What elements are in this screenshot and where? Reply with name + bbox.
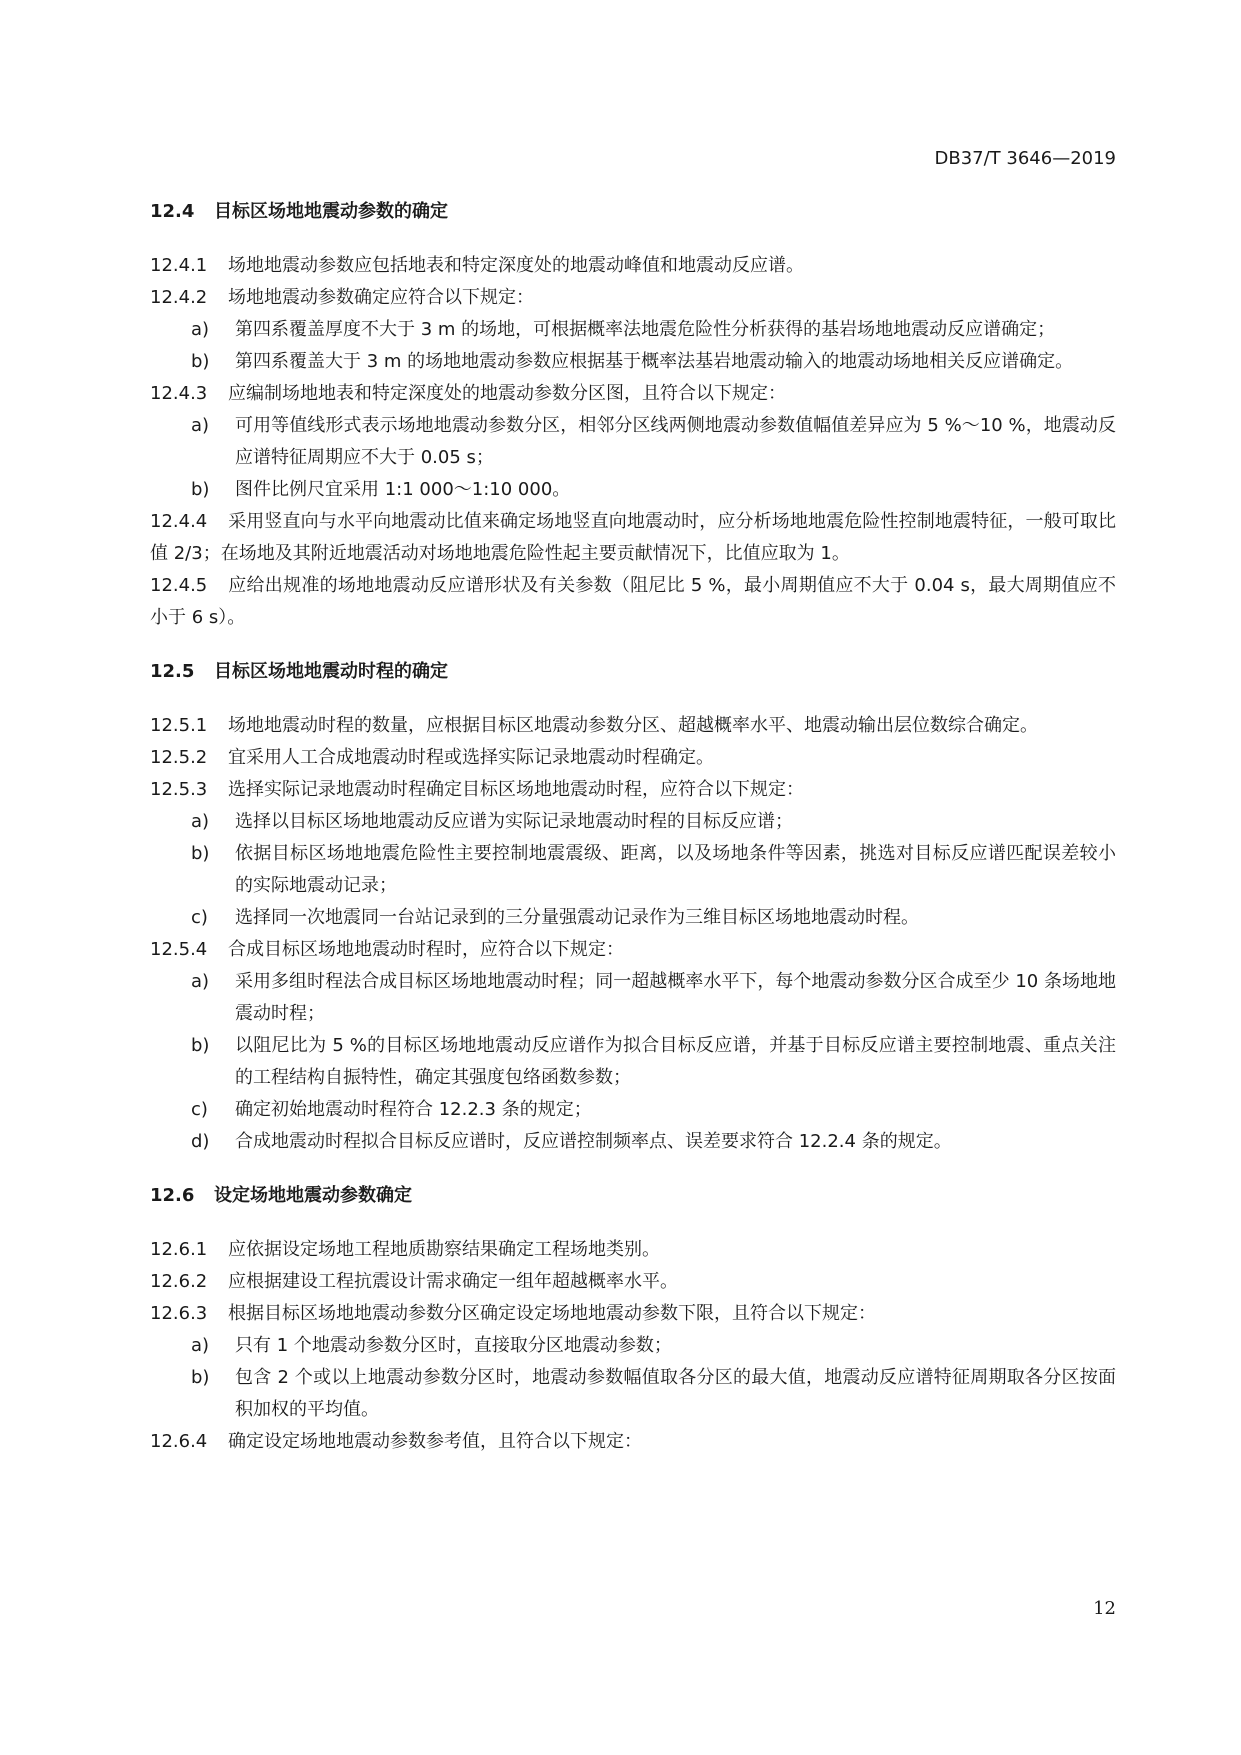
list-item-text: 图件比例尺宜采用 1:1 000～1:10 000。 xyxy=(235,479,571,500)
clause-number: 12.5.4 xyxy=(150,939,208,960)
clause-12-6-4 xyxy=(150,1426,1116,1458)
list-item-text: 第四系覆盖厚度不大于 3 m 的场地，可根据概率法地震危险性分析获得的基岩场地地震动反应谱确定； xyxy=(235,319,1056,340)
list-item xyxy=(150,474,1116,506)
clause-number: 12.5.2 xyxy=(150,747,208,768)
clause-12-6-3 xyxy=(150,1298,1116,1330)
list-item xyxy=(150,346,1116,378)
section-heading-12-6 xyxy=(150,1180,1116,1212)
list-item-text: 采用多组时程法合成目标区场地地震动时程；同一超越概率水平下，每个地震动参数分区合成至少 10 条场地地震动时程； xyxy=(235,971,1116,1024)
list-item xyxy=(150,1030,1116,1094)
list-item-text: 只有 1 个地震动参数分区时，直接取分区地震动参数； xyxy=(235,1335,672,1356)
list-marker: a) xyxy=(191,971,210,992)
clause-text: 根据目标区场地地震动参数分区确定设定场地地震动参数下限，且符合以下规定： xyxy=(228,1303,876,1324)
clause-number: 12.5.3 xyxy=(150,779,208,800)
list-marker: a) xyxy=(191,319,210,340)
list-marker: c) xyxy=(191,907,208,928)
clause-text: 应依据设定场地工程地质勘察结果确定工程场地类别。 xyxy=(228,1239,660,1260)
clause-12-5-3 xyxy=(150,774,1116,806)
list-item-text: 依据目标区场地地震危险性主要控制地震震级、距离，以及场地条件等因素，挑选对目标反应谱匹配误差较小的实际地震动记录； xyxy=(235,843,1116,896)
page-content xyxy=(150,196,1116,1458)
clause-number: 12.6.3 xyxy=(150,1303,208,1324)
clause-number: 12.4.4 xyxy=(150,511,208,532)
clause-12-4-2 xyxy=(150,282,1116,314)
clause-number: 12.4.2 xyxy=(150,287,208,308)
list-item-text: 合成地震动时程拟合目标反应谱时，反应谱控制频率点、误差要求符合 12.2.4 条的规定。 xyxy=(235,1131,952,1152)
section-number: 12.5 xyxy=(150,661,195,682)
clause-number: 12.4.5 xyxy=(150,575,208,596)
clause-text: 合成目标区场地地震动时程时，应符合以下规定： xyxy=(228,939,624,960)
section-title: 目标区场地地震动参数的确定 xyxy=(214,201,448,222)
clause-12-4-4 xyxy=(150,506,1116,570)
list-item xyxy=(150,314,1116,346)
list-marker: a) xyxy=(191,415,210,436)
list-item-text: 选择同一次地震同一台站记录到的三分量强震动记录作为三维目标区场地地震动时程。 xyxy=(235,907,919,928)
list-marker: c) xyxy=(191,1099,208,1120)
list-item-text: 选择以目标区场地地震动反应谱为实际记录地震动时程的目标反应谱； xyxy=(235,811,793,832)
list-marker: d) xyxy=(191,1131,210,1152)
list-marker: b) xyxy=(191,351,210,372)
list-marker: b) xyxy=(191,1367,210,1388)
list-marker: a) xyxy=(191,1335,210,1356)
clause-12-5-2 xyxy=(150,742,1116,774)
clause-text: 选择实际记录地震动时程确定目标区场地地震动时程，应符合以下规定： xyxy=(228,779,804,800)
list-item xyxy=(150,1330,1116,1362)
clause-text: 应根据建设工程抗震设计需求确定一组年超越概率水平。 xyxy=(228,1271,678,1292)
clause-12-5-4 xyxy=(150,934,1116,966)
list-item xyxy=(150,838,1116,902)
clause-text: 应给出规准的场地地震动反应谱形状及有关参数（阻尼比 5 %，最小周期值应不大于 0.04 s，最大周期值应不小于 6 s）。 xyxy=(150,575,1116,628)
list-item xyxy=(150,902,1116,934)
document-code: DB37/T 3646—2019 xyxy=(934,148,1116,169)
clause-number: 12.5.1 xyxy=(150,715,208,736)
list-item-text: 包含 2 个或以上地震动参数分区时，地震动参数幅值取各分区的最大值，地震动反应谱特征周期取各分区按面积加权的平均值。 xyxy=(235,1367,1116,1420)
clause-text: 采用竖直向与水平向地震动比值来确定场地竖直向地震动时，应分析场地地震危险性控制地震特征，一般可取比值 2/3；在场地及其附近地震活动对场地地震危险性起主要贡献情况下，比值应取为 1。 xyxy=(150,511,1116,564)
list-marker: a) xyxy=(191,811,210,832)
list-item-text: 第四系覆盖大于 3 m 的场地地震动参数应根据基于概率法基岩地震动输入的地震动场地相关反应谱确定。 xyxy=(235,351,1074,372)
page-number: 12 xyxy=(1093,1598,1116,1619)
clause-number: 12.4.1 xyxy=(150,255,208,276)
list-marker: b) xyxy=(191,479,210,500)
list-item xyxy=(150,410,1116,474)
list-item xyxy=(150,1094,1116,1126)
section-heading-12-4 xyxy=(150,196,1116,228)
clause-text: 场地地震动参数应包括地表和特定深度处的地震动峰值和地震动反应谱。 xyxy=(228,255,804,276)
list-marker: b) xyxy=(191,1035,210,1056)
clause-number: 12.6.4 xyxy=(150,1431,208,1452)
section-title: 目标区场地地震动时程的确定 xyxy=(214,661,448,682)
list-item xyxy=(150,966,1116,1030)
list-item-text: 确定初始地震动时程符合 12.2.3 条的规定； xyxy=(235,1099,592,1120)
section-title: 设定场地地震动参数确定 xyxy=(214,1185,412,1206)
clause-text: 场地地震动时程的数量，应根据目标区地震动参数分区、超越概率水平、地震动输出层位数综合确定。 xyxy=(228,715,1038,736)
clause-text: 宜采用人工合成地震动时程或选择实际记录地震动时程确定。 xyxy=(228,747,714,768)
section-heading-12-5 xyxy=(150,656,1116,688)
section-number: 12.4 xyxy=(150,201,195,222)
clause-text: 应编制场地地表和特定深度处的地震动参数分区图，且符合以下规定： xyxy=(228,383,786,404)
list-item xyxy=(150,1362,1116,1426)
section-number: 12.6 xyxy=(150,1185,195,1206)
clause-number: 12.6.1 xyxy=(150,1239,208,1260)
clause-12-4-1 xyxy=(150,250,1116,282)
list-item xyxy=(150,806,1116,838)
clause-12-4-3 xyxy=(150,378,1116,410)
clause-number: 12.6.2 xyxy=(150,1271,208,1292)
clause-number: 12.4.3 xyxy=(150,383,208,404)
clause-12-6-2 xyxy=(150,1266,1116,1298)
clause-12-6-1 xyxy=(150,1234,1116,1266)
list-marker: b) xyxy=(191,843,210,864)
clause-12-5-1 xyxy=(150,710,1116,742)
clause-text: 场地地震动参数确定应符合以下规定： xyxy=(228,287,534,308)
clause-text: 确定设定场地地震动参数参考值，且符合以下规定： xyxy=(228,1431,642,1452)
list-item xyxy=(150,1126,1116,1158)
clause-12-4-5 xyxy=(150,570,1116,634)
list-item-text: 以阻尼比为 5 %的目标区场地地震动反应谱作为拟合目标反应谱，并基于目标反应谱主要控制地震、重点关注的工程结构自振特性，确定其强度包络函数参数； xyxy=(235,1035,1116,1088)
list-item-text: 可用等值线形式表示场地地震动参数分区，相邻分区线两侧地震动参数值幅值差异应为 5 %～10 %，地震动反应谱特征周期应不大于 0.05 s； xyxy=(235,415,1116,468)
